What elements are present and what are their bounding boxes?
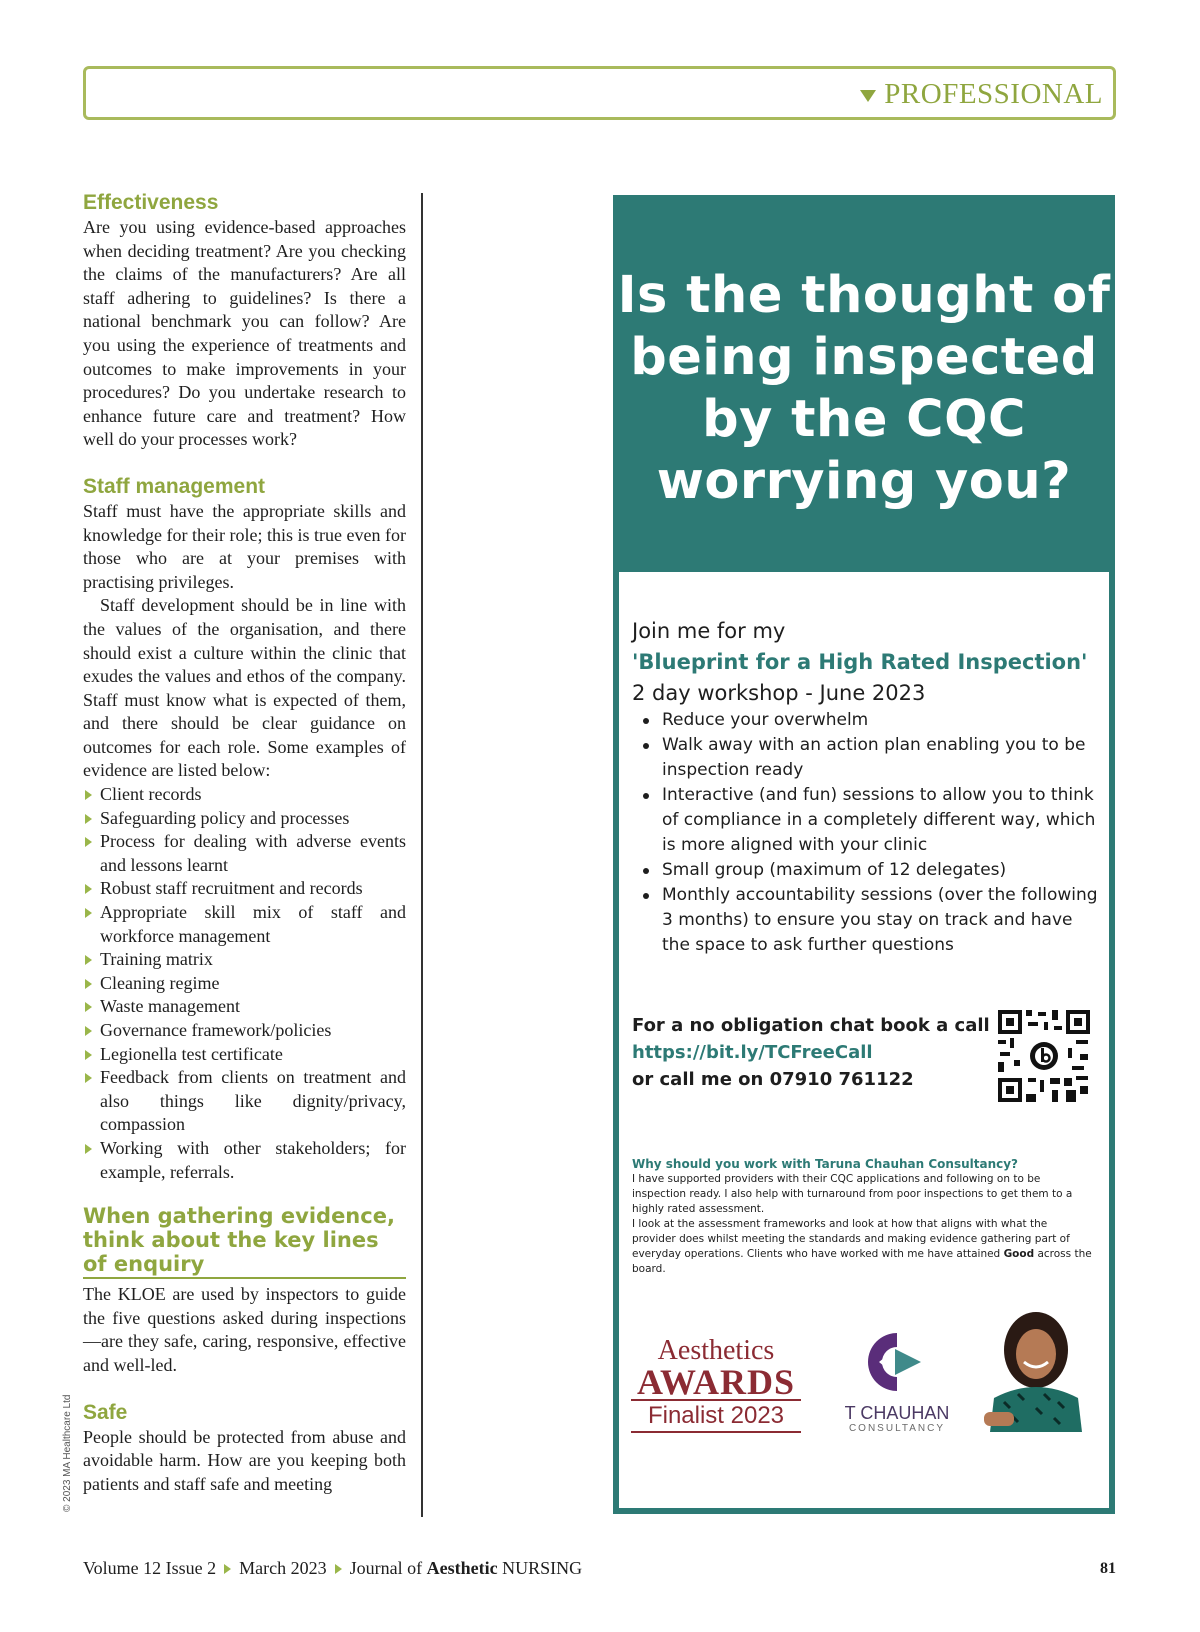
list-item: Legionella test certificate <box>83 1043 406 1067</box>
why-paragraph-1: I have supported providers with their CQC applications and following on to be inspection ready. I also help with turnaround from poor inspections to get them to a highly rated assessment. <box>632 1173 1073 1215</box>
list-item: Appropriate skill mix of staff and workforce management <box>83 901 406 948</box>
paragraph-safe: People should be protected from abuse and avoidable harm. How are you keeping both patients and staff safe and meeting <box>83 1426 406 1494</box>
why-text-end: across the board. <box>632 1248 1092 1275</box>
triangle-right-icon <box>335 1564 342 1574</box>
heading-staff-management: Staff management <box>83 474 266 498</box>
qr-code-icon[interactable] <box>996 1008 1092 1108</box>
journal-prefix: Journal of <box>349 1558 427 1578</box>
list-item: Waste management <box>83 995 406 1019</box>
why-good: Good <box>1003 1248 1035 1260</box>
advertisement <box>613 195 1115 1514</box>
list-item: Client records <box>83 783 406 807</box>
ad-headline: Is the thought of being inspected by the CQC worrying you? <box>617 266 1111 511</box>
ad-workshop-date: 2 day workshop - June 2023 <box>632 681 926 705</box>
list-item: Process for dealing with adverse events and lessons learnt <box>83 830 406 877</box>
heading-effectiveness: Effectiveness <box>83 191 219 214</box>
section-label-text: PROFESSIONAL <box>884 78 1103 110</box>
ad-workshop-title: 'Blueprint for a High Rated Inspection' <box>632 650 1088 674</box>
list-item: Training matrix <box>83 948 406 972</box>
footer-journal <box>350 1558 582 1579</box>
journal-suffix: NURSING <box>497 1558 583 1578</box>
footer-date: March 2023 <box>239 1558 327 1578</box>
evidence-list <box>83 783 406 1184</box>
brand-subtitle: CONSULTANCY <box>848 1423 946 1434</box>
why-title: Why should you work with Taruna Chauhan Consultancy? <box>632 1157 1019 1171</box>
triangle-down-icon <box>860 90 876 102</box>
heading-safe: Safe <box>83 1400 128 1424</box>
portrait-photo <box>984 1302 1085 1432</box>
list-item: Robust staff recruitment and records <box>83 877 406 901</box>
why-text: I look at the assessment frameworks and look at how that aligns with what the provider does whilst meeting the standards and making evidence gathering part of everyday operations. Clients who have worked with me have attained <box>632 1218 1070 1260</box>
why-paragraph-2 <box>632 1217 1092 1277</box>
t-chauhan-logo <box>837 1329 957 1434</box>
triangle-right-icon <box>224 1564 231 1574</box>
awards-line-2: AWARDS <box>631 1365 801 1401</box>
section-label <box>860 78 1103 111</box>
cta-phone: or call me on 07910 761122 <box>632 1069 914 1090</box>
ad-why-section <box>632 1157 1092 1277</box>
paragraph-staff-2: Staff development should be in line with the values of the organisation, and there should exist a culture within the clinic that exudes the values and ethos of the company. Staff must know what is expected of them, and there should be clear guidance on outcomes for each role. Some examples of evidence are listed below: <box>83 595 406 781</box>
list-item: Monthly accountability sessions (over the following 3 months) to ensure you stay on track and have the space to ask further questions <box>632 883 1102 958</box>
list-item: Walk away with an action plan enabling you to be inspection ready <box>632 733 1102 783</box>
heading-key-lines-of-enquiry: When gathering evidence, think about the key lines of enquiry <box>83 1204 406 1279</box>
section-header-bar <box>83 66 1116 120</box>
copyright-notice: © 2023 MA Healthcare Ltd <box>62 1394 73 1512</box>
left-column <box>83 190 406 1496</box>
paragraph-kloe: The KLOE are used by inspectors to guide the five questions asked during inspections—are they safe, caring, responsive, effective and well-led. <box>83 1284 406 1375</box>
aesthetics-awards-logo <box>631 1337 801 1433</box>
list-item: Reduce your overwhelm <box>632 708 1102 733</box>
footer-volume: Volume 12 Issue 2 <box>83 1558 217 1578</box>
ad-benefits-list <box>632 708 1102 958</box>
page-footer <box>83 1558 1116 1579</box>
awards-line-3: Finalist 2023 <box>631 1401 801 1433</box>
cta-line-1: For a no obligation chat book a call <box>632 1015 990 1036</box>
list-item: Small group (maximum of 12 delegates) <box>632 858 1102 883</box>
page-number: 81 <box>1100 1559 1116 1577</box>
ad-content-panel <box>619 572 1109 1508</box>
journal-bold: Aesthetic <box>426 1558 498 1578</box>
paragraph-effectiveness: Are you using evidence-based approaches when deciding treatment? Are you checking the claims of the manufacturers? Are all staff adhering to guidelines? Is there a national benchmark you can follow? Are you using the experience of treatments and outcomes to make improvements in your procedures? Do you undertake research to enhance future care and treatment? How well do your processes work? <box>83 217 406 450</box>
booking-link[interactable]: https://bit.ly/TCFreeCall <box>632 1042 873 1063</box>
consultancy-logo-icon <box>857 1329 937 1395</box>
paragraph-staff-1: Staff must have the appropriate skills and knowledge for their role; this is true even for those who are at your premises with practising privileges. <box>83 500 406 592</box>
column-divider <box>421 193 423 1517</box>
awards-line-1: Aesthetics <box>657 1335 775 1366</box>
list-item: Feedback from clients on treatment and also things like dignity/privacy, compassion <box>83 1066 406 1137</box>
list-item: Cleaning regime <box>83 972 406 996</box>
list-item: Governance framework/policies <box>83 1019 406 1043</box>
ad-call-to-action <box>632 1012 990 1093</box>
list-item: Safeguarding policy and processes <box>83 807 406 831</box>
list-item: Working with other stakeholders; for example, referrals. <box>83 1137 406 1184</box>
brand-name: T CHAUHAN <box>844 1403 950 1423</box>
ad-intro-line-1: Join me for my <box>632 619 786 643</box>
ad-intro <box>632 616 1102 709</box>
list-item: Interactive (and fun) sessions to allow you to think of compliance in a completely different way, which is more aligned with your clinic <box>632 783 1102 858</box>
